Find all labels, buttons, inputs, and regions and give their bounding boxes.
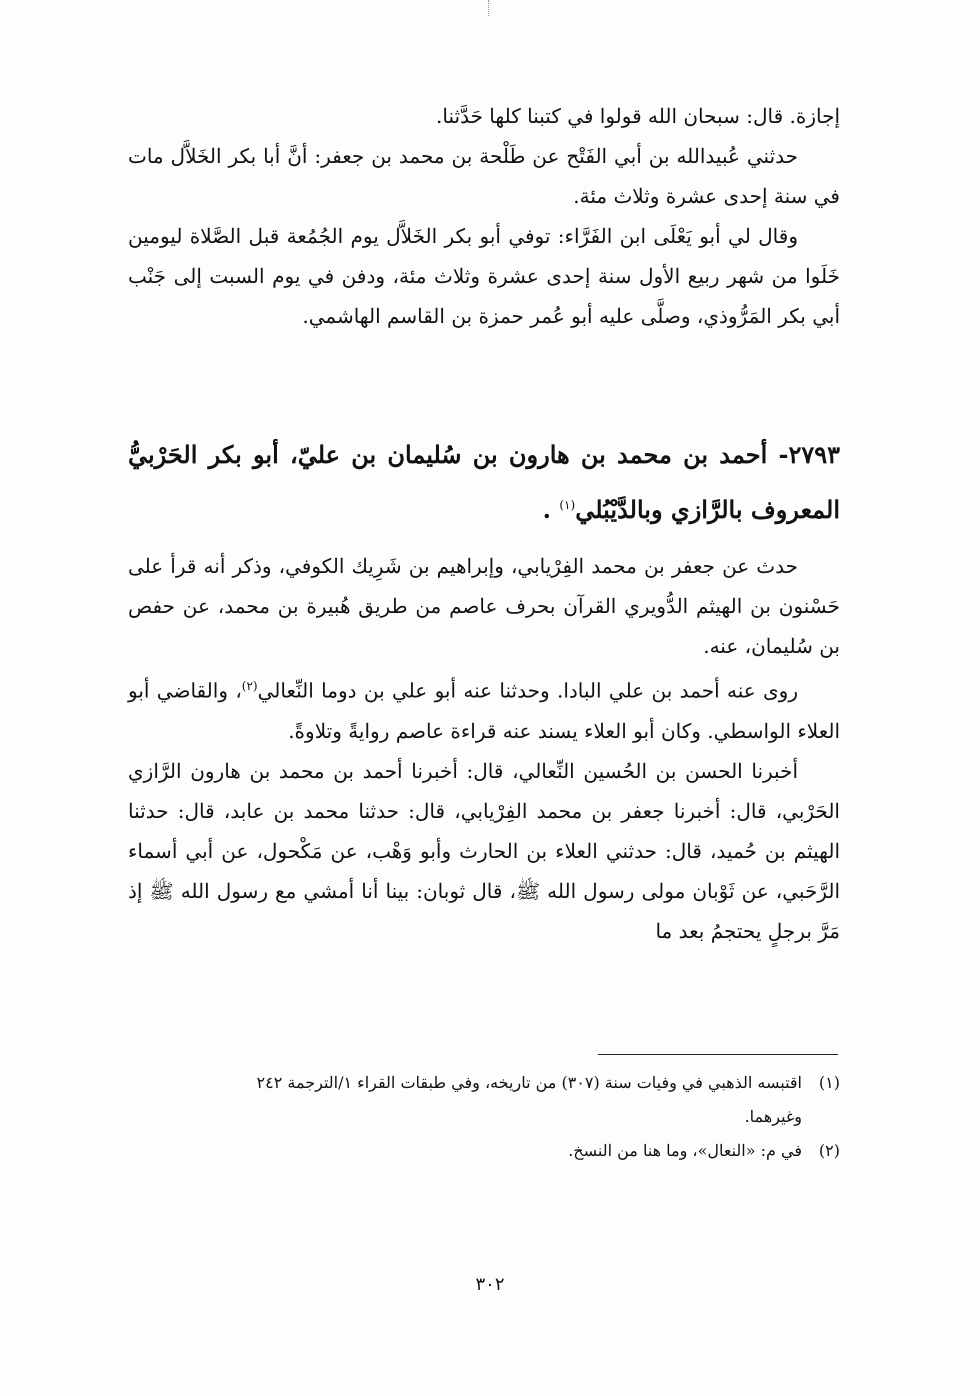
paragraph-abu-yala: وقال لي أبو يَعْلَى ابن الفَرَّاء: توفي أبو بكر الخَلاَّل يوم الجُمُعة قبل الصَّلاة ليومين خَلَوا من شهر ربيع الأول سنة إحدى عشرة وثلاث مئة، ودفن في يوم السبت إلى جَنْب أبي بكر المَرُّوذي، وصلَّى عليه أبو عُمر حمزة بن القاسم الهاشمي. <box>128 224 840 328</box>
footnote-2: (٢)في م: «النعال»، وما هنا من النسخ. <box>568 1141 840 1160</box>
footnote-1-continuation: وغيرهما. <box>744 1107 802 1126</box>
entry-heading: ٢٧٩٣- أحمد بن محمد بن هارون بن سُليمان بن عليّ، أبو بكر الحَرْبيُّ المعروف بالرَّازي وبالدَّيْبُلي$^{(١)}$ . <box>128 440 840 524</box>
paragraph-narrators: روى عنه أحمد بن علي البادا. وحدثنا عنه أبو علي بن دوما النِّعالي$^{(٢)}$، والقاضي أبو العلاء الواسطي. وكان أبو العلاء يسند عنه قراءة عاصم روايةً وتلاوةً. <box>128 678 840 743</box>
footnote-ref-1: (١) <box>559 498 576 512</box>
footnote-1: (١)اقتبسه الذهبي في وفيات سنة (٣٠٧) من تاريخه، وفي طبقات القراء ١/الترجمة ٢٤٢ <box>256 1073 840 1092</box>
paragraph-ijaza: إجازة. قال: سبحان الله قولوا في كتبنا كلها حَدَّثنا. <box>436 104 840 128</box>
paragraph-teachers: حدث عن جعفر بن محمد الفِرْيابي، وإبراهيم بن شَرِيك الكوفي، وذكر أنه قرأ على حَسْنون بن الهيثم الدُّويري القرآن بحرف عاصم من طريق هُبيرة بن محمد، عن حفص بن سُليمان، عنه. <box>128 554 840 658</box>
footnotes <box>128 1066 840 1168</box>
paragraph-khallal-death: حدثني عُبيدالله بن أبي الفَتْح عن طَلْحة بن محمد بن جعفر: أنَّ أبا بكر الخَلاَّل مات في سنة إحدى عشرة وثلاث مئة. <box>128 144 840 208</box>
paragraph-isnad: أخبرنا الحسن بن الحُسين النِّعالي، قال: أخبرنا أحمد بن محمد بن هارون الرَّازي الحَرْبي، قال: أخبرنا جعفر بن محمد الفِرْيابي، قال: حدثنا محمد بن عابد، قال: حدثنا الهيثم بن حُميد، قال: حدثني العلاء بن الحارث وأبو وَهْب، عن مَكْحول، عن أبي أسماء الرَّحَبي، عن ثَوْبان مولى رسول الله ﷺ، قال ثوبان: بينا أنا أمشي مع رسول الله ﷺ إذ مَرَّ برجلٍ يحتجمُ بعد ما <box>128 758 840 943</box>
top-crop-mark <box>488 0 490 16</box>
page-number: ٣٠٢ <box>475 1274 505 1295</box>
footnote-ref-2: (٢) <box>241 679 258 693</box>
continuation-block <box>128 96 840 336</box>
footnote-separator <box>598 1054 838 1055</box>
entry-body <box>128 546 840 951</box>
